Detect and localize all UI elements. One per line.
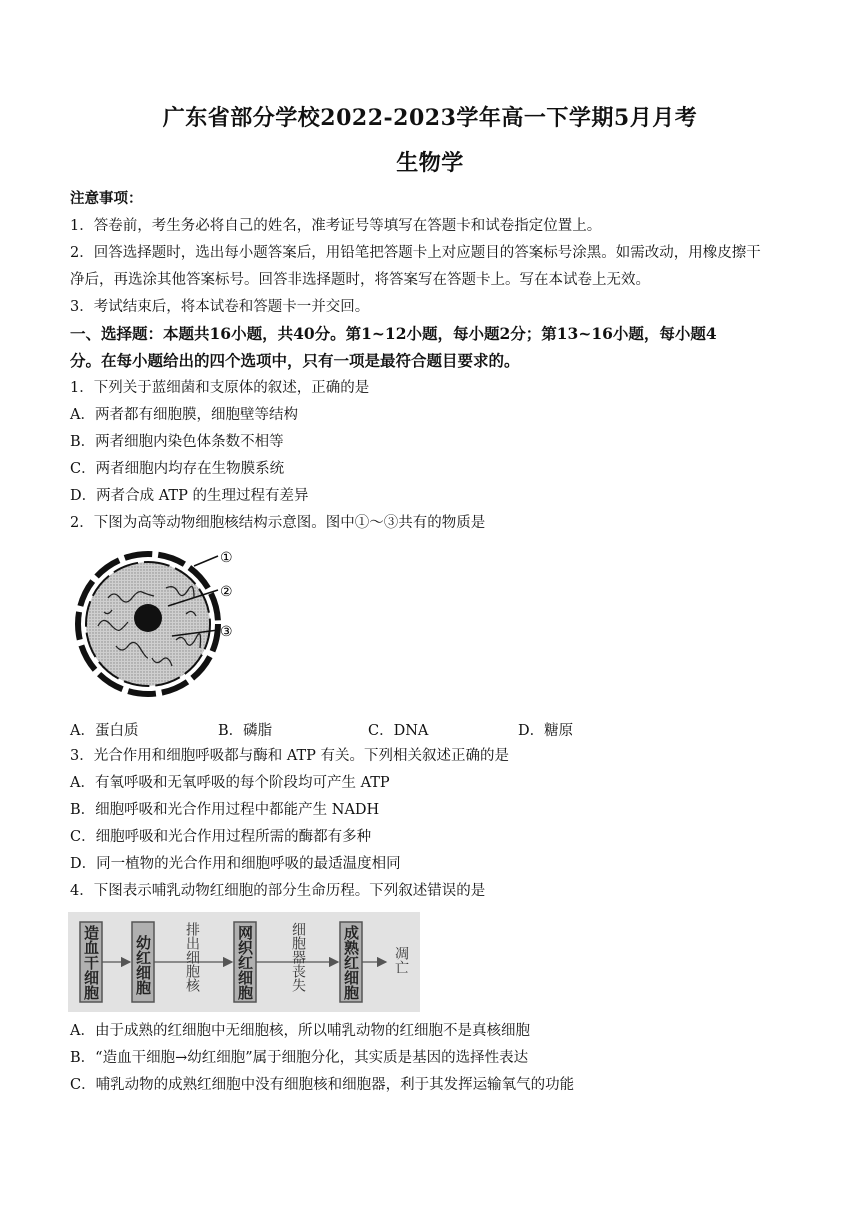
question-2-option: A．蛋白质 [70,723,139,739]
flow-box-hsc: 造血干细胞 [82,925,100,1000]
question-4-stem: 4．下图表示哺乳动物红细胞的部分生命历程。下列叙述错误的是 [70,883,486,899]
flow-box-reticulocyte: 网织红细胞 [236,925,254,1000]
notice-heading: 注意事项： [70,190,143,207]
question-4-option: A．由于成熟的红细胞中无细胞核，所以哺乳动物的红细胞不是真核细胞 [70,1023,530,1039]
notice-item: 净后，再选涂其他答案标号。回答非选择题时，将答案写在答题卡上。写在本试卷上无效。 [70,272,650,288]
question-4-option: C．哺乳动物的成熟红细胞中没有细胞核和细胞器，利于其发挥运输氧气的功能 [70,1077,575,1093]
question-1-option: A．两者都有细胞膜，细胞壁等结构 [70,407,298,423]
section-heading-cont: 分。在每小题给出的四个选项中，只有一项是最符合题目要求的。 [70,351,520,370]
subject-title: 生物学 [396,150,464,176]
flow-box-mature-rbc: 成熟红细胞 [342,925,360,1000]
notice-item: 1．答卷前，考生务必将自己的姓名，准考证号等填写在答题卡和试卷指定位置上。 [70,218,602,234]
question-2-options [70,719,795,741]
question-2-option: B．磷脂 [218,723,273,739]
question-1-option: B．两者细胞内染色体条数不相等 [70,434,284,450]
question-1-option: D．两者合成 ATP 的生理过程有差异 [70,488,309,504]
notice-item: 3．考试结束后，将本试卷和答题卡一并交回。 [70,299,370,315]
rbc-flow-diagram [68,912,420,1012]
question-2-option: C．DNA [368,723,429,739]
question-3-option: D．同一植物的光合作用和细胞呼吸的最适温度相同 [70,856,401,872]
question-3-stem: 3．光合作用和细胞呼吸都与酶和 ATP 有关。下列相关叙述正确的是 [70,748,510,764]
flow-step-organelle-loss: 细胞器丧失 [290,922,306,992]
flow-end-apoptosis: 凋亡 [393,946,409,974]
section-heading: 一、选择题：本题共16小题，共40分。第1~12小题，每小题2分；第13~16小题，每小题4 [70,324,717,343]
question-2-stem: 2．下图为高等动物细胞核结构示意图。图中①～③共有的物质是 [70,515,486,531]
notice-item: 2．回答选择题时，选出每小题答案后，用铅笔把答题卡上对应题目的答案标号涂黑。如需改动，用橡皮擦干 [70,245,761,261]
question-2-option: D．糖原 [518,723,574,739]
label-3: ③ [220,624,233,640]
exam-title: 广东省部分学校2022-2023学年高一下学期5月月考 [162,105,698,131]
question-3-option: A．有氧呼吸和无氧呼吸的每个阶段均可产生 ATP [70,775,390,791]
question-1-option: C．两者细胞内均存在生物膜系统 [70,461,285,477]
question-3-option: C．细胞呼吸和光合作用过程所需的酶都有多种 [70,829,372,845]
flow-box-proerythroblast: 幼红细胞 [134,935,152,995]
flow-step-expel-nucleus: 排出细胞核 [184,922,200,992]
label-2: ② [220,584,233,600]
nucleus-diagram [68,548,248,700]
question-3-option: B．细胞呼吸和光合作用过程中都能产生 NADH [70,802,380,818]
nucleolus [134,604,162,632]
question-1-stem: 1．下列关于蓝细菌和支原体的叙述，正确的是 [70,380,370,396]
label-1: ① [220,550,233,566]
question-4-option: B．“造血干细胞→幼红细胞”属于细胞分化，其实质是基因的选择性表达 [70,1050,529,1066]
